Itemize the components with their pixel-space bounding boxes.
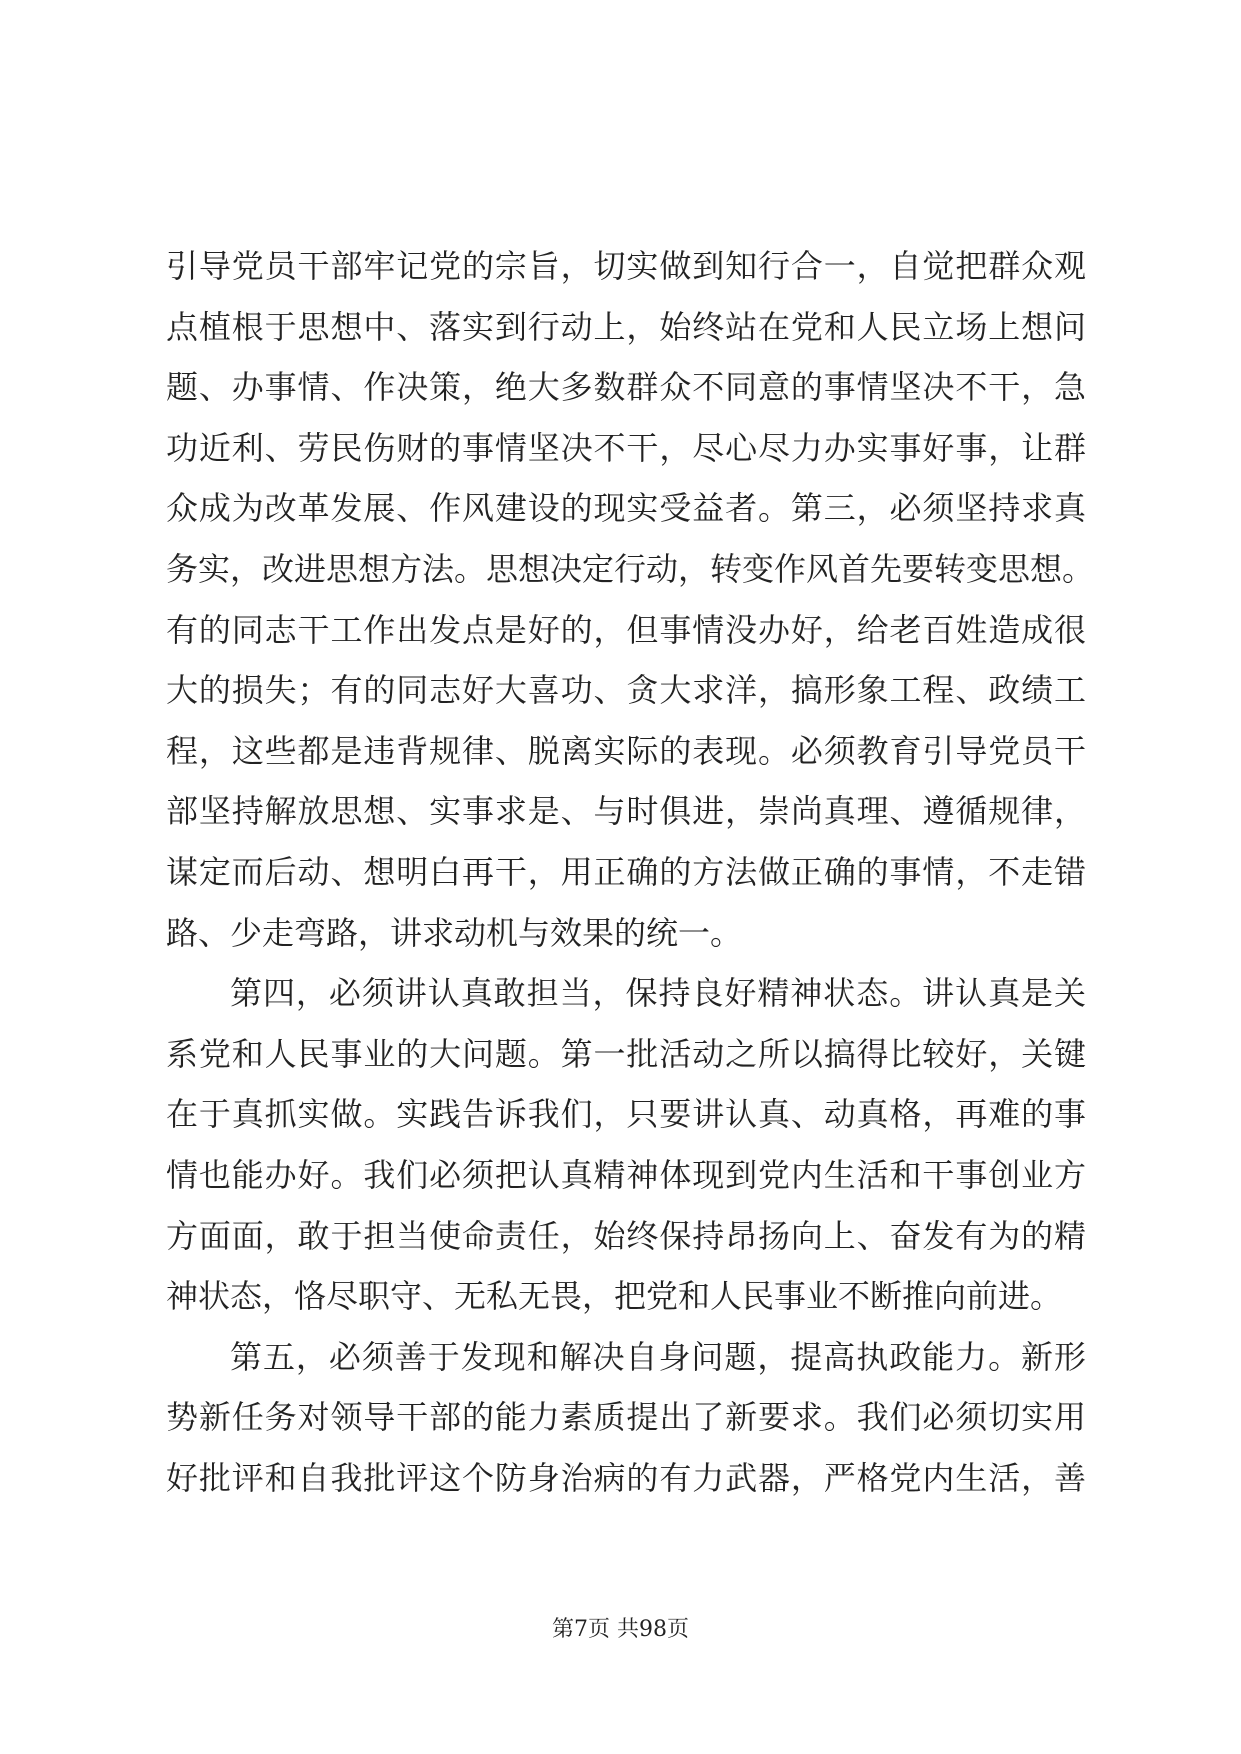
text-line: 大的损失；有的同志好大喜功、贪大求洋，搞形象工程、政绩工 bbox=[166, 671, 1086, 710]
text-line: 好批评和自我批评这个防身治病的有力武器，严格党内生活，善 bbox=[166, 1458, 1086, 1497]
text-line: 点植根于思想中、落实到行动上，始终站在党和人民立场上想问 bbox=[166, 307, 1086, 346]
text-line: 引导党员干部牢记党的宗旨，切实做到知行合一，自觉把群众观 bbox=[166, 247, 1086, 285]
text-line: 谋定而后动、想明白再干，用正确的方法做正确的事情，不走错 bbox=[166, 852, 1086, 891]
text-line: 功近利、劳民伤财的事情坚决不干，尽心尽力办实事好事，让群 bbox=[166, 428, 1086, 467]
text-line: 第四，必须讲认真敢担当，保持良好精神状态。讲认真是关 bbox=[230, 974, 1086, 1013]
text-line: 题、办事情、作决策，绝大多数群众不同意的事情坚决不干，急 bbox=[166, 368, 1086, 407]
text-line: 有的同志干工作出发点是好的，但事情没办好，给老百姓造成很 bbox=[166, 610, 1086, 649]
document-body bbox=[166, 236, 1095, 1508]
text-line: 程，这些都是违背规律、脱离实际的表现。必须教育引导党员干 bbox=[166, 731, 1086, 770]
current-page-number: 7 bbox=[574, 1617, 588, 1642]
text-line: 情也能办好。我们必须把认真精神体现到党内生活和干事创业方 bbox=[166, 1155, 1086, 1194]
text-line: 势新任务对领导干部的能力素质提出了新要求。我们必须切实用 bbox=[166, 1398, 1086, 1437]
text-line: 众成为改革发展、作风建设的现实受益者。第三，必须坚持求真 bbox=[166, 489, 1086, 528]
text-line: 第五，必须善于发现和解决自身问题，提高执政能力。新形 bbox=[230, 1337, 1086, 1376]
text-line: 系党和人民事业的大问题。第一批活动之所以搞得比较好，关键 bbox=[166, 1034, 1086, 1073]
paragraph bbox=[166, 236, 1095, 963]
page-footer bbox=[0, 1612, 1241, 1643]
paragraph bbox=[166, 963, 1086, 1327]
footer-prefix: 第 bbox=[551, 1617, 574, 1642]
text-line: 务实，改进思想方法。思想决定行动，转变作风首先要转变思想。 bbox=[166, 549, 1095, 588]
paragraph bbox=[166, 1327, 1086, 1509]
text-line: 神状态，恪尽职守、无私无畏，把党和人民事业不断推向前进。 bbox=[166, 1277, 1063, 1316]
total-pages: 98 bbox=[639, 1617, 667, 1642]
footer-mid: 页 共 bbox=[588, 1617, 639, 1642]
footer-suffix: 页 bbox=[667, 1617, 690, 1642]
text-line: 路、少走弯路，讲求动机与效果的统一。 bbox=[166, 913, 743, 952]
text-line: 在于真抓实做。实践告诉我们，只要讲认真、动真格，再难的事 bbox=[166, 1095, 1086, 1134]
text-line: 方面面，敢于担当使命责任，始终保持昂扬向上、奋发有为的精 bbox=[166, 1216, 1086, 1255]
text-line: 部坚持解放思想、实事求是、与时俱进，崇尚真理、遵循规律， bbox=[166, 792, 1086, 831]
